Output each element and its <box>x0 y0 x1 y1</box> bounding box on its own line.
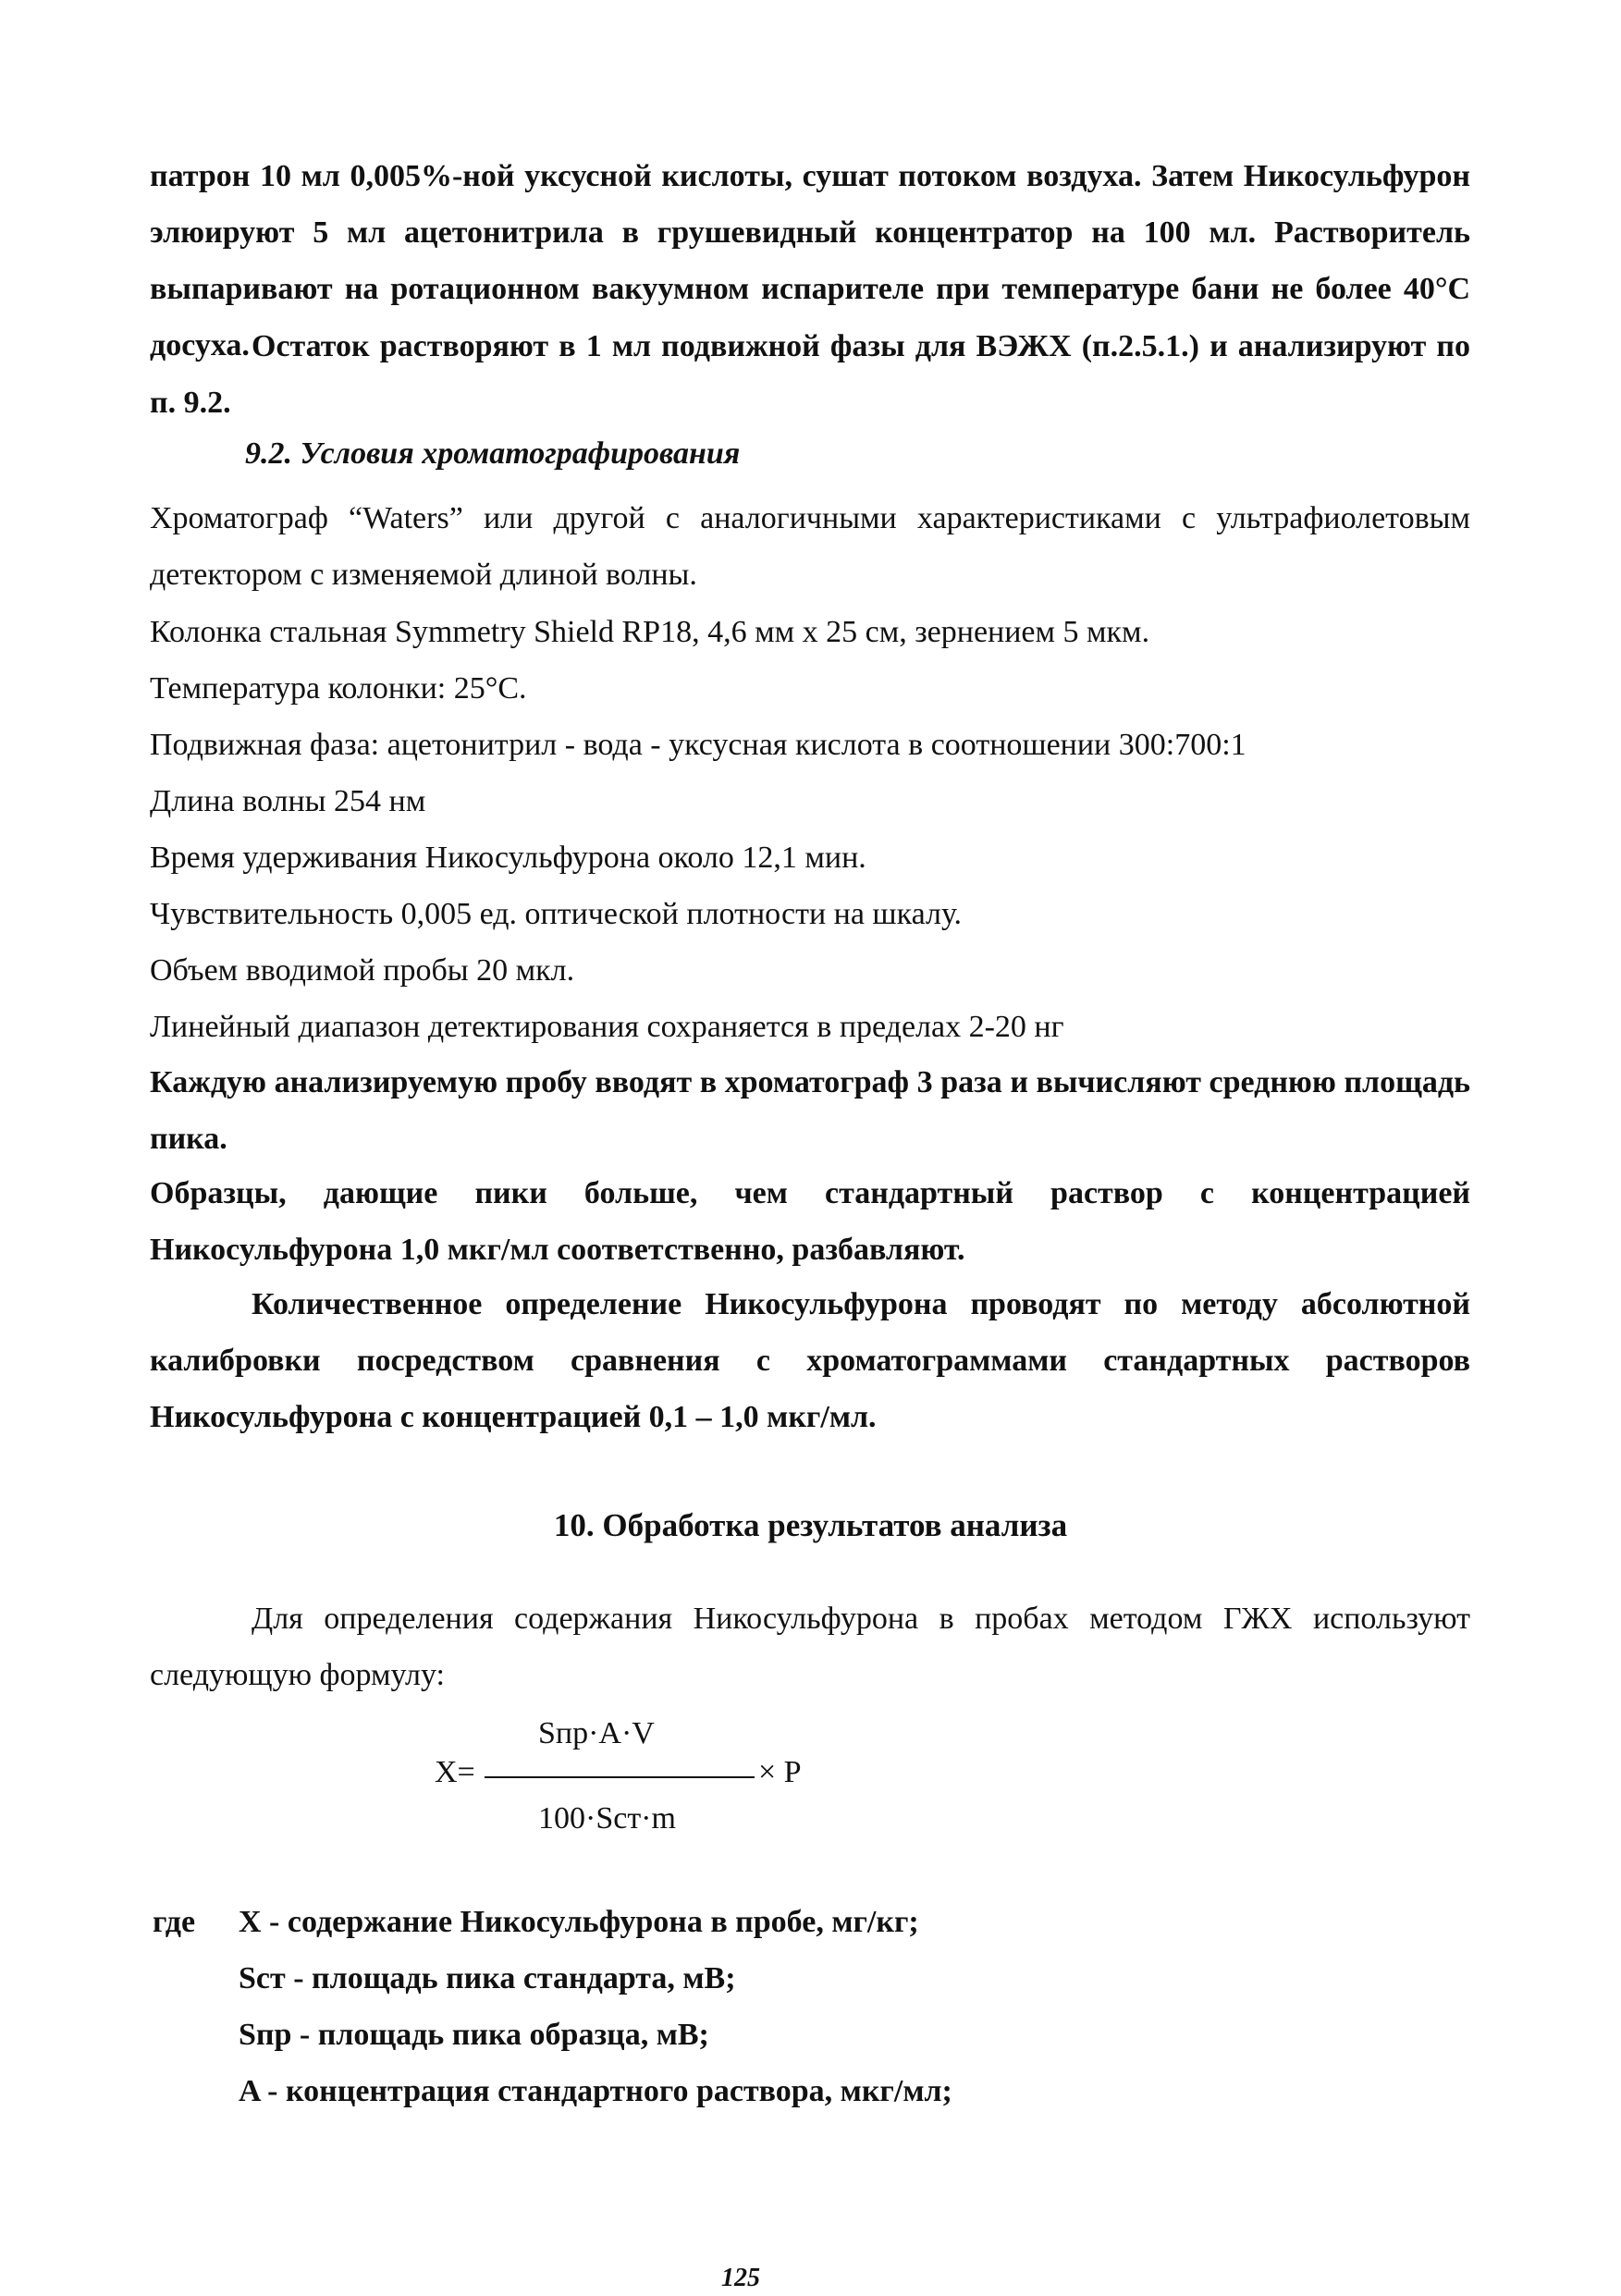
page-number: 125 <box>721 2264 760 2292</box>
line-column: Колонка стальная Symmetry Shield RP18, 4,6 мм х 25 см, зернением 5 мкм. <box>150 615 1150 649</box>
section-heading-9-2: 9.2. Условия хроматографирования <box>245 436 741 471</box>
section-title-10: 10. Обработка результатов анализа <box>553 1507 1068 1543</box>
formula-multiplier: × P <box>758 1755 802 1789</box>
line-mobile-phase: Подвижная фаза: ацетонитрил - вода - уксусная кислота в соотношении 300:700:1 <box>150 728 1246 762</box>
paragraph-cartridge-wash: патрон 10 мл 0,005%-ной уксусной кислоты, сушат потоком воздуха. Затем Никосульфурон элюируют 5 мл ацетонитрила в грушевидный концентратор на 100 мл. Растворитель выпаривают на ротационном вакуумном испарителе при температуре бани не более 40°С досуха. <box>150 159 1470 362</box>
paragraph-chromatograph: Хроматограф “Waters” или другой с аналогичными характеристиками с ультрафиолетовым детектором с изменяемой длиной волны. <box>150 501 1470 592</box>
line-column-temperature: Температура колонки: 25°С. <box>150 671 527 706</box>
paragraph-formula-intro: Для определения содержания Никосульфурона в пробах методом ГЖХ используют следующую формулу: <box>150 1602 1470 1692</box>
formula-denominator: 100·Sст·m <box>538 1801 676 1836</box>
paragraph-quantification: Количественное определение Никосульфурона проводят по методу абсолютной калибровки посредством сравнения с хроматограммами стандартных растворов Никосульфурона с концентрацией 0,1 – 1,0 мкг/мл. <box>150 1287 1470 1434</box>
line-injection-volume: Объем вводимой пробы 20 мкл. <box>150 953 575 988</box>
definition-a-concentration: A - концентрация стандартного раствора, мкг/мл; <box>239 2074 952 2108</box>
line-retention-time: Время удерживания Никосульфурона около 12,1 мин. <box>150 841 866 875</box>
formula-fraction-bar <box>485 1776 755 1778</box>
definition-x: X - содержание Никосульфурона в пробе, мг/кг; <box>239 1905 919 1939</box>
definition-s-standard: Sст - площадь пика стандарта, мВ; <box>239 1961 736 1995</box>
line-wavelength: Длина волны 254 нм <box>150 784 426 818</box>
line-linear-range: Линейный диапазон детектирования сохраняется в пределах 2-20 нг <box>150 1010 1064 1044</box>
definition-s-sample: Sпр - площадь пика образца, мВ; <box>239 2018 709 2052</box>
where-label: где <box>153 1905 196 1939</box>
formula-numerator: Sпр·A·V <box>538 1716 655 1750</box>
paragraph-residue-dissolve: Остаток растворяют в 1 мл подвижной фазы для ВЭЖХ (п.2.5.1.) и анализируют по п. 9.2. <box>150 329 1470 420</box>
paragraph-dilution: Образцы, дающие пики больше, чем стандартный раствор с концентрацией Никосульфурона 1,0 мкг/мл соответственно, разбавляют. <box>150 1176 1470 1267</box>
paragraph-injection: Каждую анализируемую пробу вводят в хроматограф 3 раза и вычисляют среднюю площадь пика. <box>150 1065 1470 1156</box>
formula-lhs: X= <box>435 1755 475 1789</box>
line-sensitivity: Чувствительность 0,005 ед. оптической плотности на шкалу. <box>150 897 963 931</box>
